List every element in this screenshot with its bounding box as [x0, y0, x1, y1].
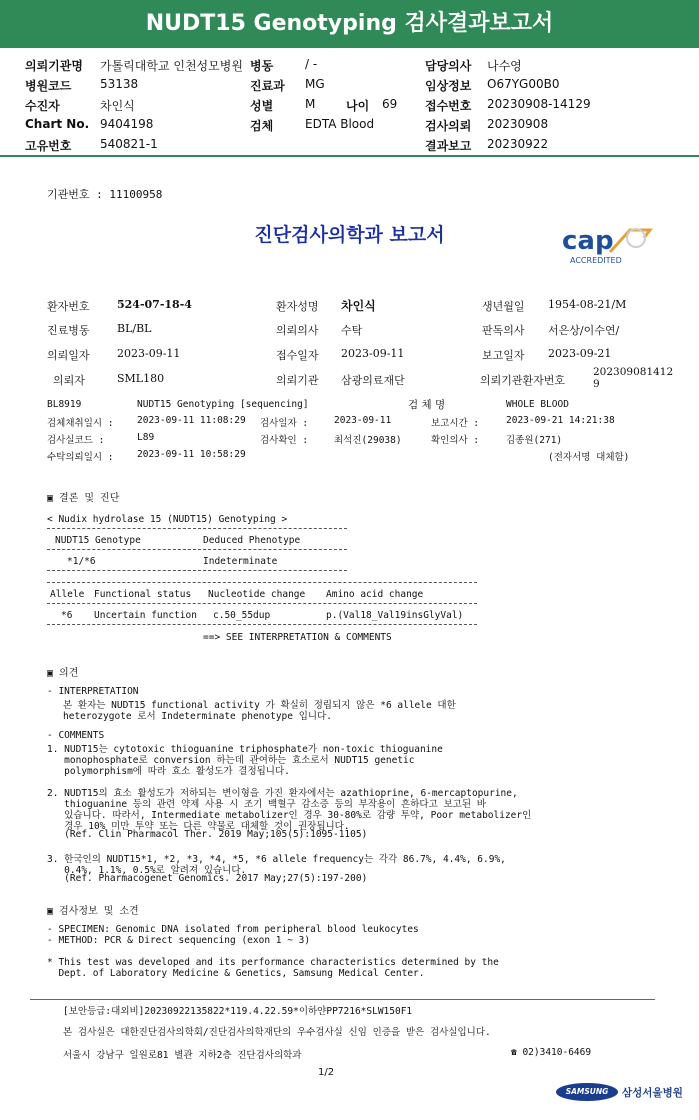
- info-hospital-code: 병원코드: [25, 79, 72, 93]
- lab-code-value: L89: [137, 432, 155, 443]
- phone-line: ☎ 02)3410-6469: [511, 1047, 592, 1058]
- genotype-value: *1/*6: [67, 556, 96, 567]
- note-line-2: Dept. of Laboratory Medicine & Genetics, Samsung Medical Center.: [47, 968, 425, 979]
- comment-1-line-2: monophosphate로 conversion 하는데 관여하는 효소로서 NUDT15 genetic: [47, 755, 415, 766]
- confirm-doctor-value: 김종원(271): [506, 435, 563, 446]
- allele-col-allele: Allele: [50, 589, 85, 600]
- req-doctor-label: 의뢰의사: [276, 324, 319, 337]
- comment-1-line-3: polymorphism에 따라 효소 활성도가 결정됩니다.: [47, 766, 290, 777]
- report-time-label: 보고시간 :: [431, 418, 480, 429]
- info-clinical-value: O67YG00B0: [487, 77, 560, 91]
- geno-col-phenotype: Deduced Phenotype: [203, 535, 301, 546]
- header-divider: [0, 155, 699, 157]
- info-dept-value: MG: [305, 77, 325, 91]
- comment-2-line-3: 있습니다. 따라서, Intermediate metabolizer인 경우 30-80%로 감량 투약, Poor metabolizer인: [47, 810, 532, 821]
- info-unique-no: 고유번호: [25, 139, 72, 153]
- info-institution: 의뢰기관명: [25, 59, 83, 73]
- info-doctor: 담당의사: [425, 59, 472, 73]
- e-signature-note: (전자서명 대체함): [548, 452, 630, 463]
- collect-time-label: 검체채취일시 :: [47, 418, 114, 429]
- comment-2-line-5: (Ref. Clin Pharmacol Ther. 2019 May;105(5):1095-1105): [47, 829, 368, 840]
- comment-1-line-1: 1. NUDT15는 cytotoxic thioguanine triphosphate가 non-toxic thioguanine: [47, 744, 443, 755]
- patient-name-value: 차인식: [341, 299, 376, 313]
- cap-word: cap: [562, 226, 614, 256]
- comment-3-line-2: 0.4%, 1.1%, 0.5%로 알려져 있습니다.: [47, 865, 247, 876]
- security-line: [보안등급:대외비]20230922135822*119.4.22.59*이하얀PP7216*SLW150F1: [63, 1006, 413, 1017]
- geno-col-genotype: NUDT15 Genotype: [55, 535, 141, 546]
- allele-value: *6: [61, 610, 73, 621]
- info-unique-no-value: 540821-1: [100, 137, 158, 151]
- test-confirm-label: 검사확인 :: [260, 435, 309, 446]
- info-result-value: 20230922: [487, 137, 549, 151]
- info-request-value: 20230908: [487, 117, 549, 131]
- req-inst-label: 의뢰기관: [276, 374, 319, 387]
- report-title: NUDT15 Genotyping 검사결과보고서: [0, 0, 699, 48]
- info-heading: ▣ 검사정보 및 소견: [47, 906, 139, 917]
- birth-value: 1954-08-21/M: [548, 298, 627, 311]
- test-confirm-value: 최석진(29038): [334, 435, 402, 446]
- patient-no-label: 환자번호: [47, 300, 90, 313]
- reading-doctor-label: 판독의사: [482, 324, 525, 337]
- samsung-hospital-name: 삼성서울병원: [622, 1087, 683, 1099]
- comments-title: - COMMENTS: [47, 730, 105, 741]
- allele-divider-mid: [47, 603, 477, 604]
- gene-title: < Nudix hydrolase 15 (NUDT15) Genotyping >: [47, 514, 288, 525]
- interpretation-title: - INTERPRETATION: [47, 686, 139, 697]
- info-hospital-code-value: 53138: [100, 77, 139, 91]
- rcv-date-label: 접수일자: [276, 349, 319, 362]
- info-specimen-value: EDTA Blood: [305, 117, 375, 131]
- allele-col-function: Functional status: [94, 589, 192, 600]
- info-specimen: 검체: [250, 119, 274, 133]
- info-chart-no: Chart No.: [25, 117, 90, 131]
- test-date-label: 검사일자 :: [260, 418, 309, 429]
- report-date-value: 2023-09-21: [548, 347, 612, 360]
- patient-no-value: 524-07-18-4: [117, 298, 192, 311]
- confirm-doctor-label: 확인의사 :: [431, 435, 480, 446]
- footer-divider: [30, 999, 655, 1000]
- allele-divider-top: [47, 582, 477, 583]
- req-inst-pt-label: 의뢰기관환자번호: [480, 374, 566, 387]
- info-ward: 병동: [250, 59, 274, 73]
- info-reception-no: 접수번호: [425, 99, 472, 113]
- see-interpretation-note: ==> SEE INTERPRETATION & COMMENTS: [203, 632, 392, 643]
- result-heading: ▣ 결론 및 진단: [47, 493, 120, 504]
- doc-title: 진단검사의학과 보고서: [254, 224, 445, 246]
- test-date-value: 2023-09-11: [334, 415, 392, 426]
- method-line: - METHOD: PCR & Direct sequencing (exon 1 ~ 3): [47, 935, 311, 946]
- birth-label: 생년월일: [482, 300, 525, 313]
- aminoacid-value: p.(Val18_Val19insGlyVal): [326, 610, 464, 621]
- info-dept: 진료과: [250, 79, 285, 93]
- req-date-value: 2023-09-11: [117, 347, 181, 360]
- info-age: 나이: [346, 99, 370, 113]
- geno-divider-mid: [47, 549, 347, 550]
- institution-number: 기관번호 : 11100958: [47, 188, 163, 201]
- rcv-date-value: 2023-09-11: [341, 347, 405, 360]
- req-inst-pt-value-2: 9: [593, 378, 600, 390]
- test-name: NUDT15 Genotyping [sequencing]: [137, 399, 309, 410]
- collect-time-value: 2023-09-11 11:08:29: [137, 415, 246, 426]
- comment-2-line-1: 2. NUDT15의 효소 활성도가 저하되는 변이형을 가진 환자에서는 azathioprine, 6-mercaptopurine,: [47, 788, 518, 799]
- test-code: BL8919: [47, 399, 82, 410]
- cap-accredited-logo: [558, 222, 658, 270]
- lab-code-label: 검사실코드 :: [47, 435, 105, 446]
- specimen-value: WHOLE BLOOD: [506, 399, 569, 410]
- samsung-logo: SAMSUNG: [556, 1083, 618, 1101]
- report-time-value: 2023-09-21 14:21:38: [506, 415, 615, 426]
- consign-time-label: 수탁의뢰일시 :: [47, 452, 114, 463]
- allele-col-nucleotide: Nucleotide change: [208, 589, 306, 600]
- req-date-label: 의뢰일자: [47, 349, 90, 362]
- comment-2-line-2: thioguanine 등의 관련 약제 사용 시 조기 백혈구 감소증 등의 부작용이 흔하다고 보고된 바: [47, 799, 486, 810]
- patient-name-label: 환자성명: [276, 300, 319, 313]
- info-chart-no-value: 9404198: [100, 117, 154, 131]
- ward-value: BL/BL: [117, 322, 152, 335]
- info-reception-no-value: 20230908-14129: [487, 97, 591, 111]
- geno-divider-bottom: [47, 570, 347, 571]
- certification-line: 본 검사실은 대한진단검사의학회/진단검사의학재단의 우수검사실 신임 인증을 받은 검사실입니다.: [63, 1027, 491, 1038]
- info-result: 결과보고: [425, 139, 472, 153]
- function-value: Uncertain function: [94, 610, 197, 621]
- specimen-line: - SPECIMEN: Genomic DNA isolated from peripheral blood leukocytes: [47, 924, 419, 935]
- comment-2-line-4: 경우 10% 미만 투약 또는 다른 약물로 대체할 것이 권장됩니다.: [47, 821, 350, 832]
- info-patient-value: 차인식: [100, 99, 135, 113]
- ward-label: 진료병동: [47, 324, 90, 337]
- requester-value: SML180: [117, 372, 165, 385]
- specimen-label: 검 체 명: [408, 399, 446, 411]
- nucleotide-value: c.50_55dup: [213, 610, 271, 621]
- cap-accredited-text: ACCREDITED: [570, 256, 622, 265]
- allele-divider-bottom: [47, 624, 477, 625]
- phenotype-value: Indeterminate: [203, 556, 278, 567]
- allele-col-aminoacid: Amino acid change: [326, 589, 424, 600]
- interpretation-line-2: heterozygote 로서 Indeterminate phenotype 입니다.: [63, 711, 332, 722]
- requester-label: 의뢰자: [53, 374, 85, 387]
- info-patient: 수진자: [25, 99, 60, 113]
- info-request: 검사의뢰: [425, 119, 472, 133]
- req-inst-pt-value: 202309081412: [593, 366, 674, 378]
- info-ward-value: / -: [305, 57, 318, 71]
- req-inst-value: 삼광의료재단: [341, 374, 405, 387]
- info-sex: 성별: [250, 99, 274, 113]
- geno-divider-top: [47, 528, 347, 529]
- info-sex-value: M: [305, 97, 316, 111]
- req-doctor-value: 수탁: [341, 324, 363, 337]
- info-doctor-value: 나수영: [487, 59, 522, 73]
- reading-doctor-value: 서은상/이수연/: [548, 324, 620, 337]
- note-line-1: * This test was developed and its performance characteristics determined by the: [47, 957, 499, 968]
- info-clinical: 임상정보: [425, 79, 472, 93]
- interpretation-line-1: 본 환자는 NUDT15 functional activity 가 확실히 정립되지 않은 *6 allele 대한: [63, 700, 456, 711]
- info-institution-value: 가톨릭대학교 인천성모병원: [100, 59, 243, 73]
- address-line: 서울시 강남구 일원로81 별관 지하2층 진단검사의학과: [63, 1050, 302, 1061]
- comment-3-line-3: (Ref. Pharmacogenet Genomics. 2017 May;27(5):197-200): [47, 873, 368, 884]
- page-number: 1/2: [318, 1067, 335, 1078]
- opinion-heading: ▣ 의견: [47, 668, 79, 679]
- comment-3-line-1: 3. 한국인의 NUDT15*1, *2, *3, *4, *5, *6 allele frequency는 각각 86.7%, 4.4%, 6.9%,: [47, 854, 506, 865]
- info-age-value: 69: [382, 97, 398, 111]
- report-date-label: 보고일자: [482, 349, 525, 362]
- consign-time-value: 2023-09-11 10:58:29: [137, 449, 246, 460]
